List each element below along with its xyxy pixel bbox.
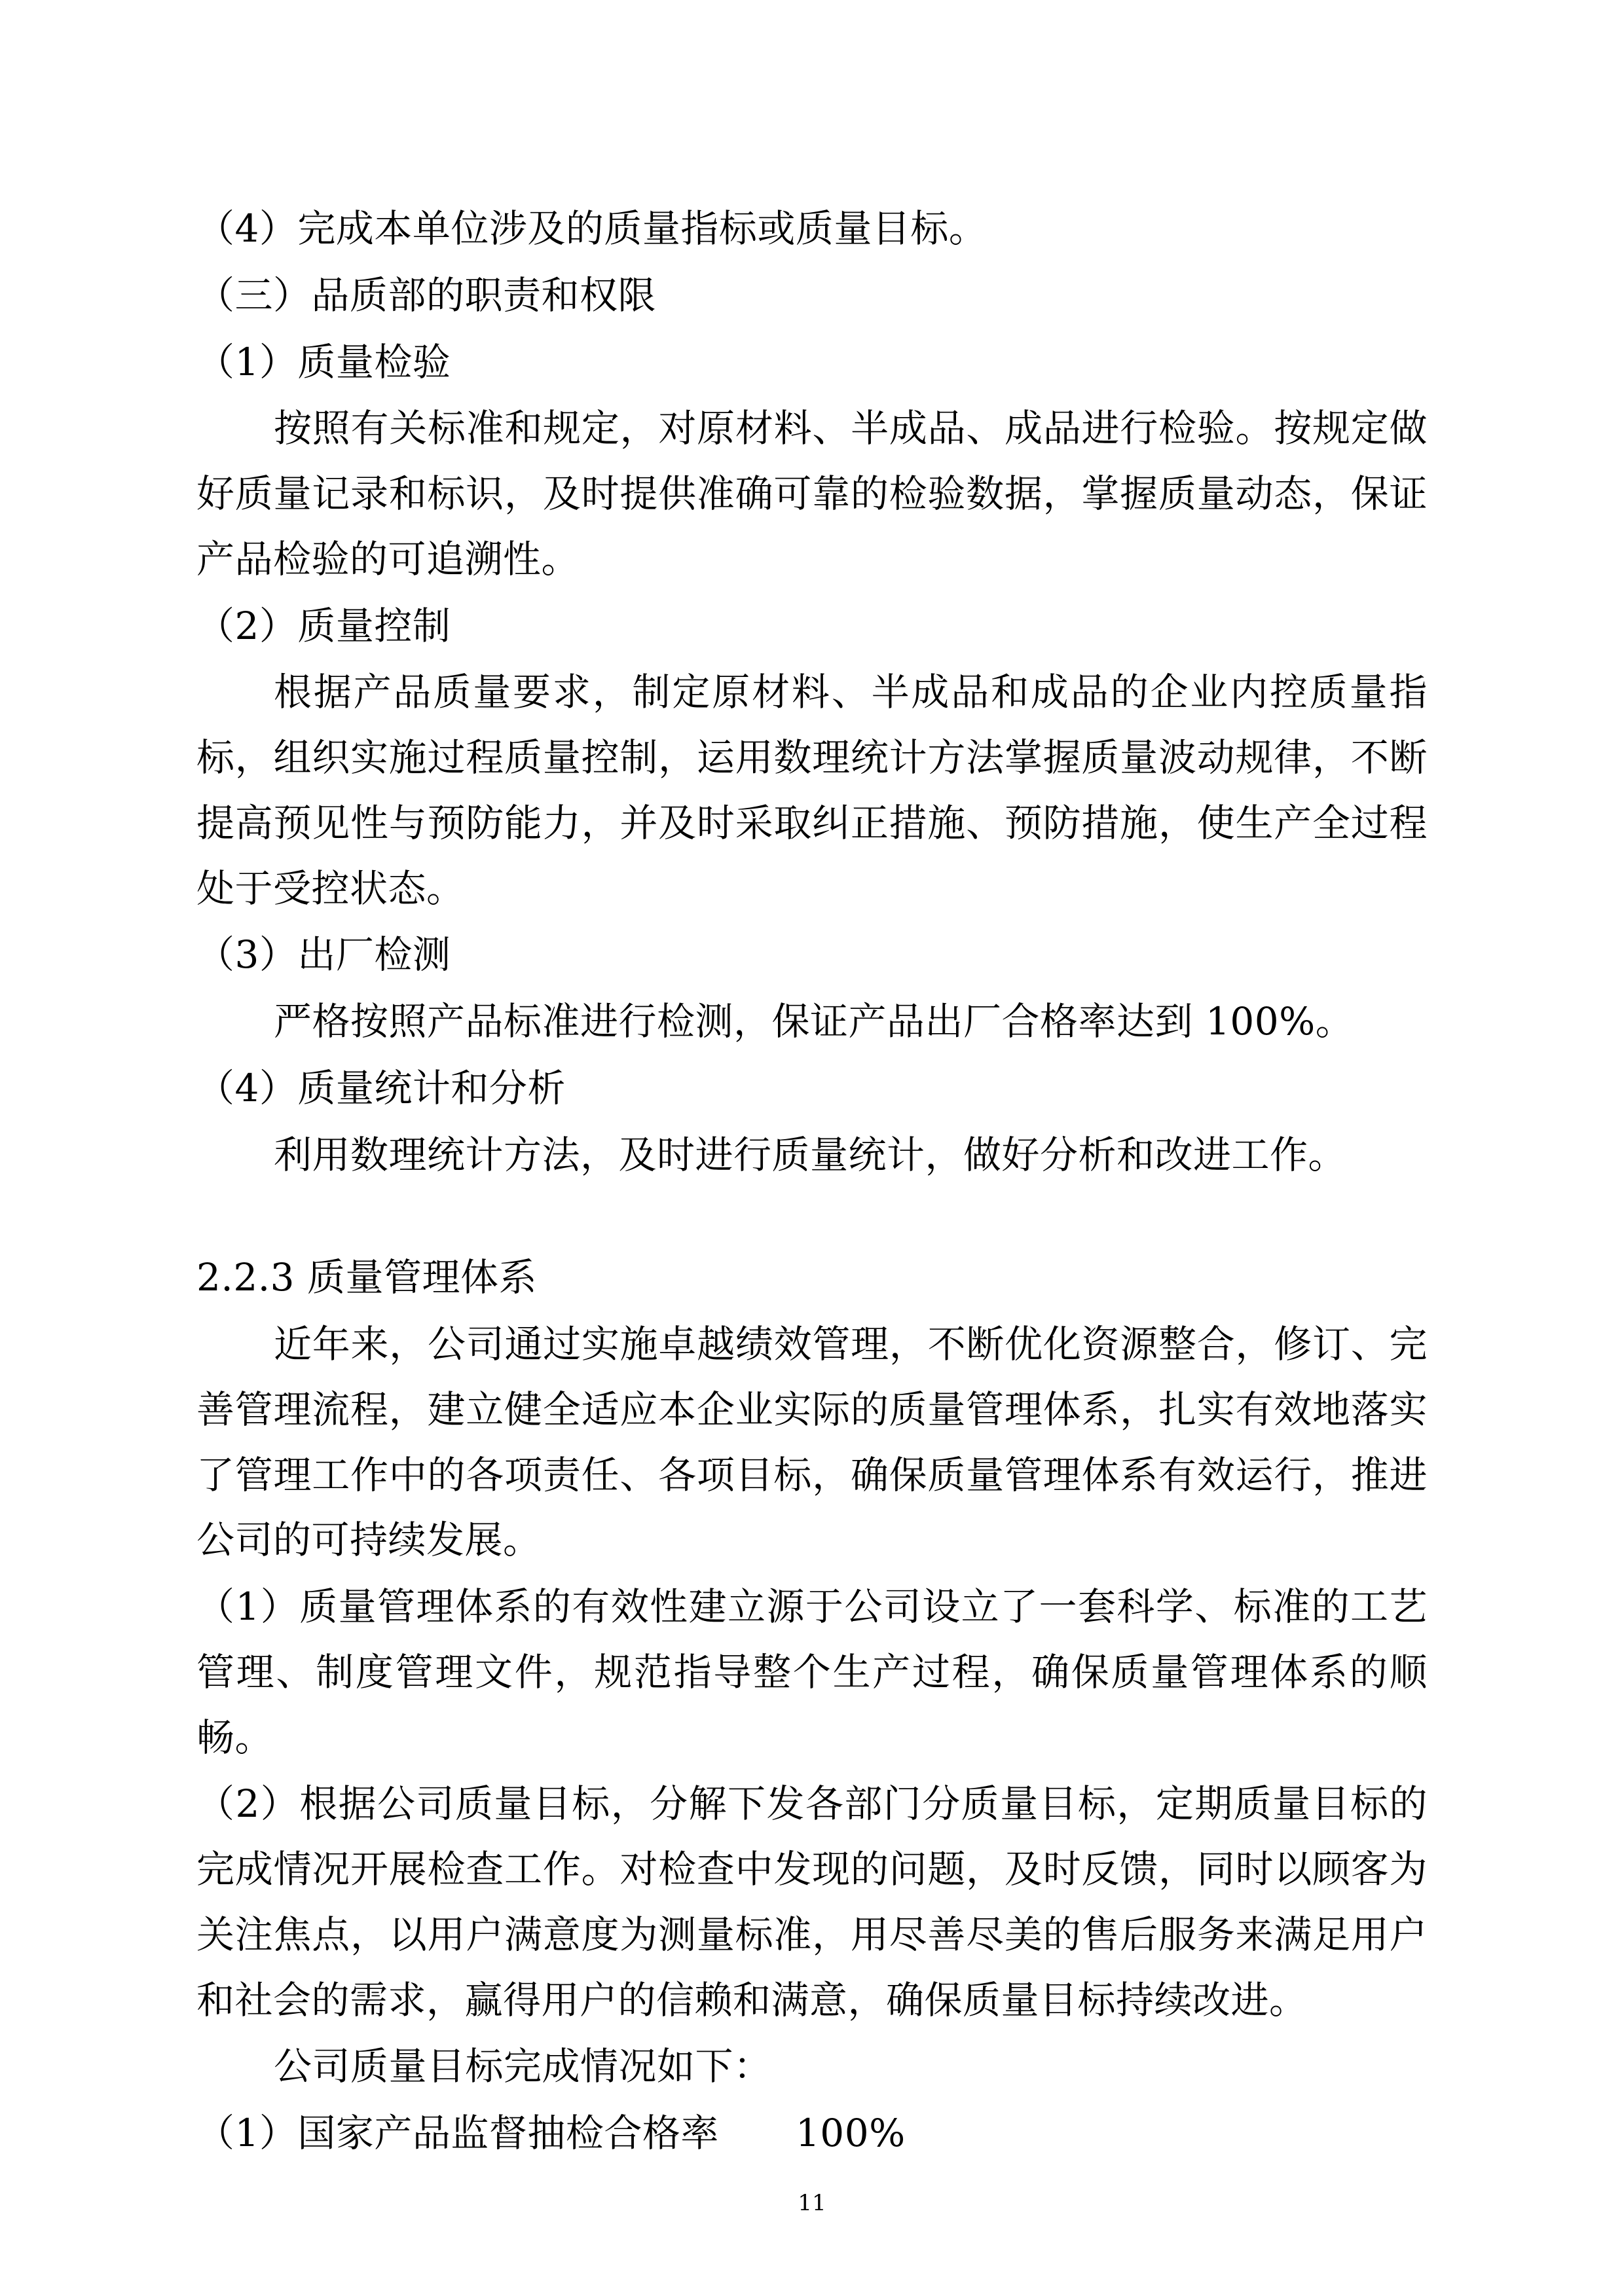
body-paragraph: 根据产品质量要求，制定原材料、半成品和成品的企业内控质量指标，组织实施过程质量控制，运用数理统计方法掌握质量波动规律，不断提高预见性与预防能力，并及时采取纠正措施、预防措施，使生产全过程处于受控状态。	[196, 670, 1428, 911]
body-paragraph: 近年来，公司通过实施卓越绩效管理，不断优化资源整合，修订、完善管理流程，建立健全适应本企业实际的质量管理体系，扎实有效地落实了管理工作中的各项责任、各项目标，确保质量管理体系有效运行，推进公司的可持续发展。	[196, 1322, 1428, 1563]
body-paragraph: 利用数理统计方法，及时进行质量统计，做好分析和改进工作。	[274, 1132, 1347, 1177]
paragraph-spacer	[196, 1189, 1428, 1245]
body-paragraph: （2）质量控制	[196, 603, 451, 648]
body-paragraph: （三）品质部的职责和权限	[196, 272, 657, 318]
body-paragraph: 公司质量目标完成情况如下：	[274, 2044, 772, 2089]
body-paragraph: 严格按照产品标准进行检测，保证产品出厂合格率达到 100%。	[274, 999, 1354, 1044]
body-paragraph: （4）质量统计和分析	[196, 1065, 566, 1110]
body-paragraph: （1）国家产品监督抽检合格率 100%	[196, 2111, 906, 2155]
body-paragraph: （3）出厂检测	[196, 932, 451, 977]
body-paragraph: 按照有关标准和规定，对原材料、半成品、成品进行检验。按规定做好质量记录和标识，及时提供准确可靠的检验数据，掌握质量动态，保证产品检验的可追溯性。	[196, 406, 1428, 581]
page-number: 11	[798, 2190, 826, 2216]
body-paragraph: （4）完成本单位涉及的质量指标或质量目标。	[196, 206, 987, 251]
body-paragraph: （2）根据公司质量目标，分解下发各部门分质量目标，定期质量目标的完成情况开展检查工作。对检查中发现的问题，及时反馈，同时以顾客为关注焦点，以用户满意度为测量标准，用尽善尽美的售后服务来满足用户和社会的需求，赢得用户的信赖和满意，确保质量目标持续改进。	[196, 1781, 1428, 2022]
document-body	[196, 196, 1428, 2166]
body-paragraph: （1）质量管理体系的有效性建立源于公司设立了一套科学、标准的工艺管理、制度管理文件，规范指导整个生产过程，确保质量管理体系的顺畅。	[196, 1584, 1428, 1760]
body-paragraph: （1）质量检验	[196, 339, 451, 384]
section-heading: 2.2.3 质量管理体系	[196, 1255, 538, 1300]
